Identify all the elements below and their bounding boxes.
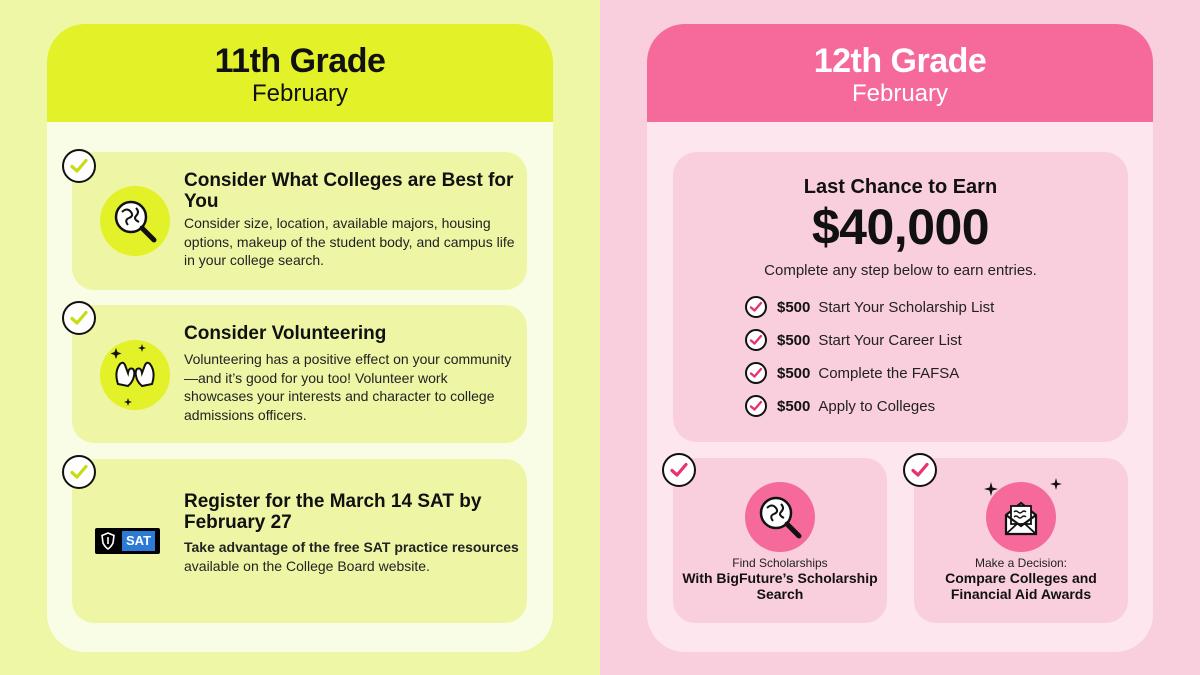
scholarship-card-eyebrow: Find Scholarships bbox=[732, 556, 828, 570]
card-body-volunteering: Volunteering has a positive effect on your community—and it’s good for you too! Volunteer work showcases your interests and character to college admissions officers. bbox=[184, 351, 512, 423]
check-icon bbox=[745, 296, 767, 318]
card-scholarship-search[interactable] bbox=[673, 458, 887, 623]
step-career-list[interactable] bbox=[745, 328, 962, 352]
sat-body-rest: available on the College Board website. bbox=[184, 557, 430, 574]
check-icon bbox=[62, 149, 96, 183]
step-label: Complete the FAFSA bbox=[818, 364, 960, 382]
step-fafsa[interactable] bbox=[745, 361, 959, 385]
college-board-sat-logo bbox=[95, 528, 160, 554]
check-icon bbox=[903, 453, 937, 487]
step-label: Start Your Career List bbox=[818, 331, 962, 349]
twelfth-grade-header bbox=[647, 24, 1153, 122]
compare-card-eyebrow: Make a Decision: bbox=[974, 556, 1068, 570]
check-icon bbox=[62, 301, 96, 335]
card-title-volunteering: Consider Volunteering bbox=[184, 323, 387, 344]
card-title-sat: Register for the March 14 SAT by February 27 bbox=[184, 491, 482, 533]
card-title-colleges: Consider What Colleges are Best for You bbox=[184, 170, 514, 212]
prize-amount: $40,000 bbox=[811, 199, 990, 255]
check-icon bbox=[745, 362, 767, 384]
globe-magnifier-icon bbox=[100, 186, 170, 256]
sat-logo-text: SAT bbox=[122, 531, 155, 551]
card-compare-colleges[interactable] bbox=[914, 458, 1128, 623]
sparkle-icon bbox=[1050, 478, 1062, 490]
sat-body-bold: Take advantage of the free SAT practice resources bbox=[184, 539, 519, 555]
globe-magnifier-icon bbox=[745, 482, 815, 552]
step-amount: $500 bbox=[777, 331, 811, 349]
step-apply-colleges[interactable] bbox=[745, 394, 935, 418]
step-scholarship-list[interactable] bbox=[745, 295, 994, 319]
scholarship-card-title: With BigFuture’s Scholarship Search bbox=[682, 570, 878, 602]
last-chance-title: Last Chance to Earn bbox=[803, 176, 998, 198]
step-amount: $500 bbox=[777, 364, 811, 382]
eleventh-grade-title: 11th Grade bbox=[214, 42, 386, 80]
step-label: Start Your Scholarship List bbox=[818, 298, 995, 316]
check-icon bbox=[745, 395, 767, 417]
check-icon bbox=[745, 329, 767, 351]
step-amount: $500 bbox=[777, 298, 811, 316]
twelfth-grade-month: February bbox=[851, 80, 949, 107]
step-label: Apply to Colleges bbox=[818, 397, 936, 415]
waving-hands-icon bbox=[100, 340, 170, 410]
card-body-colleges: Consider size, location, available majors, housing options, makeup of the student body, and campus life in your college search. bbox=[184, 215, 515, 268]
twelfth-grade-title: 12th Grade bbox=[813, 42, 987, 80]
card-body-sat bbox=[184, 538, 519, 575]
check-icon bbox=[662, 453, 696, 487]
eleventh-grade-month: February bbox=[251, 80, 349, 107]
sparkle-icon bbox=[984, 482, 998, 496]
check-icon bbox=[62, 455, 96, 489]
eleventh-grade-header bbox=[47, 24, 553, 122]
compare-card-title: Compare Colleges and Financial Aid Awards bbox=[945, 570, 1097, 602]
step-amount: $500 bbox=[777, 397, 811, 415]
last-chance-subtitle: Complete any step below to earn entries. bbox=[764, 262, 1037, 279]
